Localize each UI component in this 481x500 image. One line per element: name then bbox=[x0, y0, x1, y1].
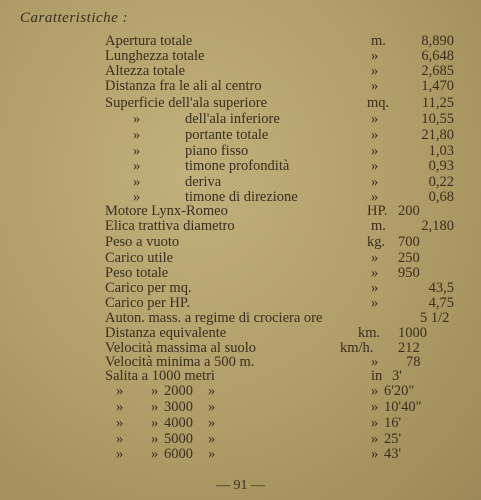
spec-unit: » bbox=[371, 78, 379, 94]
spec-row-peso-vuoto bbox=[0, 235, 481, 249]
spec-unit: » bbox=[371, 189, 379, 205]
spec-row-piano-fisso bbox=[0, 144, 481, 158]
spec-unit: » bbox=[371, 158, 379, 174]
spec-value: 212 bbox=[398, 340, 420, 356]
spec-row-ala-inferiore bbox=[0, 112, 481, 126]
ditto-mark: » bbox=[116, 446, 124, 462]
spec-unit: » bbox=[371, 174, 379, 190]
spec-value: 950 bbox=[398, 265, 420, 281]
spec-unit: » bbox=[371, 431, 379, 447]
spec-unit: km. bbox=[358, 325, 381, 341]
spec-row-elica bbox=[0, 219, 481, 233]
spec-value: 200 bbox=[398, 203, 420, 219]
spec-label: Velocità minima a 500 m. bbox=[105, 354, 255, 370]
ditto-mark: » bbox=[151, 431, 159, 447]
spec-row-apertura bbox=[0, 34, 481, 48]
spec-unit: » bbox=[371, 280, 379, 296]
spec-label: Distanza equivalente bbox=[105, 325, 227, 341]
spec-row-peso-totale bbox=[0, 266, 481, 280]
spec-label: Auton. mass. a regime di crociera ore bbox=[105, 310, 323, 326]
spec-value: 78 bbox=[406, 354, 421, 370]
spec-label: Motore Lynx-Romeo bbox=[105, 203, 228, 219]
spec-unit: » bbox=[371, 295, 379, 311]
spec-label: Lunghezza totale bbox=[105, 48, 205, 64]
spec-value: 700 bbox=[398, 234, 420, 250]
spec-row-timone-profondita bbox=[0, 159, 481, 173]
spec-label: Carico per HP. bbox=[105, 295, 190, 311]
spec-unit: kg. bbox=[367, 234, 386, 250]
spec-unit: » bbox=[371, 111, 379, 127]
spec-row-carico-mq bbox=[0, 281, 481, 295]
spec-label: Carico per mq. bbox=[105, 280, 192, 296]
spec-value: 2,685 bbox=[421, 63, 454, 79]
spec-row-velocita-minima bbox=[0, 355, 481, 369]
climb-altitude: 5000 bbox=[164, 431, 193, 447]
spec-row-motore bbox=[0, 204, 481, 218]
ditto-mark: » bbox=[208, 383, 216, 399]
page-number: — 91 — bbox=[216, 478, 265, 493]
spec-value: 21,80 bbox=[421, 127, 454, 143]
spec-value: 1,470 bbox=[421, 78, 454, 94]
section-heading: Caratteristiche : bbox=[20, 10, 129, 26]
spec-unit: in bbox=[371, 368, 383, 384]
spec-value: 0,93 bbox=[428, 158, 454, 174]
spec-unit: » bbox=[371, 446, 379, 462]
spec-label: Salita a 1000 metri bbox=[105, 368, 215, 384]
spec-label: Peso totale bbox=[105, 265, 169, 281]
spec-label: portante totale bbox=[185, 127, 269, 143]
ditto-mark: » bbox=[133, 174, 141, 190]
climb-altitude: 6000 bbox=[164, 446, 193, 462]
spec-unit: km/h. bbox=[340, 340, 374, 356]
spec-row-distanza-equivalente bbox=[0, 326, 481, 340]
spec-unit: » bbox=[371, 265, 379, 281]
spec-label: dell'ala inferiore bbox=[185, 111, 280, 127]
ditto-mark: » bbox=[208, 431, 216, 447]
spec-label: Distanza fra le ali al centro bbox=[105, 78, 262, 94]
ditto-mark: » bbox=[133, 158, 141, 174]
ditto-mark: » bbox=[151, 415, 159, 431]
spec-row-superficie-superiore bbox=[0, 96, 481, 110]
spec-label: timone di direzione bbox=[185, 189, 298, 205]
climb-altitude: 4000 bbox=[164, 415, 193, 431]
ditto-mark: » bbox=[116, 431, 124, 447]
climb-altitude: 2000 bbox=[164, 383, 193, 399]
spec-unit: » bbox=[371, 48, 379, 64]
ditto-mark: » bbox=[116, 383, 124, 399]
spec-unit: » bbox=[371, 383, 379, 399]
spec-value: 6'20" bbox=[384, 383, 415, 399]
spec-row-salita-6000 bbox=[0, 447, 481, 461]
spec-label: Peso a vuoto bbox=[105, 234, 180, 250]
spec-value: 250 bbox=[398, 250, 420, 266]
ditto-mark: » bbox=[208, 415, 216, 431]
spec-value: 4,75 bbox=[428, 295, 454, 311]
spec-value: 3' bbox=[392, 368, 402, 384]
ditto-mark: » bbox=[208, 446, 216, 462]
spec-unit: » bbox=[371, 143, 379, 159]
spec-row-autonomia bbox=[0, 311, 481, 325]
spec-label: Apertura totale bbox=[105, 33, 193, 49]
spec-unit: » bbox=[371, 127, 379, 143]
spec-unit: m. bbox=[371, 218, 386, 234]
spec-row-lunghezza bbox=[0, 49, 481, 63]
spec-value: 0,22 bbox=[428, 174, 454, 190]
spec-label: Altezza totale bbox=[105, 63, 186, 79]
ditto-mark: » bbox=[151, 383, 159, 399]
spec-value: 10'40" bbox=[384, 399, 422, 415]
ditto-mark: » bbox=[116, 415, 124, 431]
spec-row-salita-4000 bbox=[0, 416, 481, 430]
spec-row-salita-2000 bbox=[0, 384, 481, 398]
spec-value: 43,5 bbox=[428, 280, 454, 296]
spec-unit: » bbox=[371, 63, 379, 79]
spec-value: 6,648 bbox=[421, 48, 454, 64]
spec-row-altezza bbox=[0, 64, 481, 78]
spec-value: 8,890 bbox=[421, 33, 454, 49]
spec-row-salita-5000 bbox=[0, 432, 481, 446]
ditto-mark: » bbox=[208, 399, 216, 415]
spec-value: 25' bbox=[384, 431, 402, 447]
spec-value: 0,68 bbox=[428, 189, 454, 205]
spec-row-distanza-ali bbox=[0, 79, 481, 93]
spec-label: deriva bbox=[185, 174, 222, 190]
spec-row-salita-1000 bbox=[0, 369, 481, 383]
spec-unit: m. bbox=[371, 33, 386, 49]
spec-row-salita-3000 bbox=[0, 400, 481, 414]
spec-value: 2,180 bbox=[421, 218, 454, 234]
spec-row-deriva bbox=[0, 175, 481, 189]
spec-value: 43' bbox=[384, 446, 402, 462]
spec-row-carico-hp bbox=[0, 296, 481, 310]
spec-label: timone profondità bbox=[185, 158, 290, 174]
spec-unit: » bbox=[371, 415, 379, 431]
spec-label: Carico utile bbox=[105, 250, 174, 266]
spec-row-velocita-massima bbox=[0, 341, 481, 355]
spec-value: 11,25 bbox=[421, 95, 454, 111]
climb-altitude: 3000 bbox=[164, 399, 193, 415]
spec-unit: » bbox=[371, 250, 379, 266]
ditto-mark: » bbox=[133, 189, 141, 205]
spec-row-timone-direzione bbox=[0, 190, 481, 204]
spec-row-carico-utile bbox=[0, 251, 481, 265]
spec-value: 5 1/2 bbox=[420, 310, 450, 326]
spec-unit: » bbox=[371, 399, 379, 415]
spec-label: piano fisso bbox=[185, 143, 249, 159]
spec-unit: mq. bbox=[367, 95, 390, 111]
spec-label: Velocità massima al suolo bbox=[105, 340, 257, 356]
ditto-mark: » bbox=[151, 399, 159, 415]
spec-label: Elica trattiva diametro bbox=[105, 218, 235, 234]
spec-row-portante-totale bbox=[0, 128, 481, 142]
ditto-mark: » bbox=[133, 127, 141, 143]
ditto-mark: » bbox=[133, 111, 141, 127]
spec-value: 16' bbox=[384, 415, 402, 431]
spec-value: 1,03 bbox=[428, 143, 454, 159]
spec-value: 1000 bbox=[398, 325, 427, 341]
ditto-mark: » bbox=[116, 399, 124, 415]
ditto-mark: » bbox=[151, 446, 159, 462]
ditto-mark: » bbox=[133, 143, 141, 159]
spec-value: 10,55 bbox=[421, 111, 454, 127]
spec-label: Superficie dell'ala superiore bbox=[105, 95, 268, 111]
spec-unit: » bbox=[371, 354, 379, 370]
spec-unit: HP. bbox=[367, 203, 388, 219]
